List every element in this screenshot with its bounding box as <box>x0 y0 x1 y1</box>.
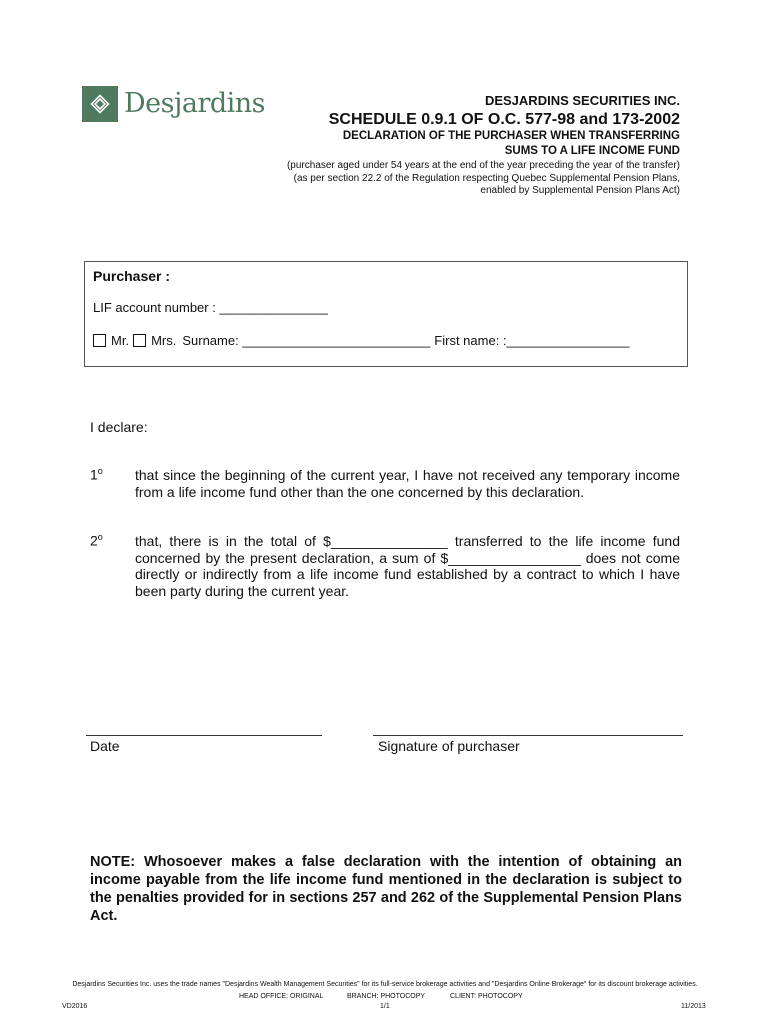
desjardins-logo-text: Desjardins <box>124 88 266 119</box>
footer-trade-names: Desjardins Securities Inc. uses the trade names "Desjardins Wealth Management Securities" for its full-service brokerage activities and "Desjardins Online Brokerage" for its discount brokerage activities. <box>72 981 698 988</box>
footer-page-number: 1/1 <box>380 1003 390 1010</box>
first-name-field[interactable]: First name: :_________________ <box>434 333 630 348</box>
footer-branch: BRANCH: PHOTOCOPY <box>347 993 426 1000</box>
mr-label: Mr. <box>111 333 130 348</box>
declaration-title-line1: DECLARATION OF THE PURCHASER WHEN TRANSFERRING <box>342 129 680 142</box>
footer-head-office: HEAD OFFICE: ORIGINAL <box>239 993 324 1000</box>
header-subtitle <box>260 160 680 198</box>
item2-number <box>90 532 103 549</box>
desjardins-logo <box>82 86 265 122</box>
desjardins-logo-mark <box>82 86 118 122</box>
form-header <box>260 93 680 198</box>
subtitle-line1: (purchaser aged under 54 years at the end of the year preceding the year of the transfer) <box>286 160 680 172</box>
legal-note: NOTE: Whosoever makes a false declaration with the intention of obtaining an income payable from the life income fund mentioned in the declaration is subject to the penalties provided for in sections 257 and 262 of the Supplemental Pension Plans Act. <box>90 854 682 924</box>
subtitle-line2: (as per section 22.2 of the Regulation respecting Quebec Supplemental Pension Plans, <box>293 172 680 184</box>
mrs-checkbox[interactable] <box>133 334 146 347</box>
date-label: Date <box>90 738 120 754</box>
signature-line[interactable] <box>373 735 683 736</box>
purchaser-title: Purchaser : <box>93 268 171 284</box>
company-name: DESJARDINS SECURITIES INC. <box>484 93 680 108</box>
signature-label: Signature of purchaser <box>378 738 520 754</box>
subtitle-line3: enabled by Supplemental Pension Plans Act) <box>480 185 680 197</box>
item2-number-digit: 2 <box>90 532 98 549</box>
purchaser-name-row <box>93 333 629 348</box>
item2-degree: o <box>97 532 103 542</box>
lif-account-number-field[interactable]: LIF account number : _______________ <box>93 300 328 315</box>
item1-text: that since the beginning of the current year, I have not received any temporary income from a life income fund other than the one concerned by this declaration. <box>135 467 680 500</box>
mr-checkbox[interactable] <box>93 334 106 347</box>
item1-number-digit: 1 <box>90 466 98 483</box>
footer-form-code: VD2016 <box>62 1003 88 1010</box>
schedule-title: SCHEDULE 0.9.1 OF O.C. 577-98 and 173-2002 <box>328 110 680 128</box>
footer-client: CLIENT: PHOTOCOPY <box>450 993 523 1000</box>
mrs-label: Mrs. <box>151 333 177 348</box>
item2-text[interactable]: that, there is in the total of $_______________ transferred to the life income fund concerned by the present declaration, a sum of $_________________ does not come directly or indirectly from a life income fund established by a contract to which I have been party during the current year. <box>135 533 680 599</box>
item1-degree: o <box>97 466 103 476</box>
purchaser-section <box>84 261 688 367</box>
footer-date: 11/2013 <box>681 1003 706 1010</box>
item1-number <box>90 466 103 483</box>
declare-intro: I declare: <box>90 419 148 435</box>
declaration-title-line2: SUMS TO A LIFE INCOME FUND <box>504 144 680 157</box>
surname-field[interactable]: Surname: __________________________ <box>182 333 431 348</box>
date-line[interactable] <box>86 735 322 736</box>
